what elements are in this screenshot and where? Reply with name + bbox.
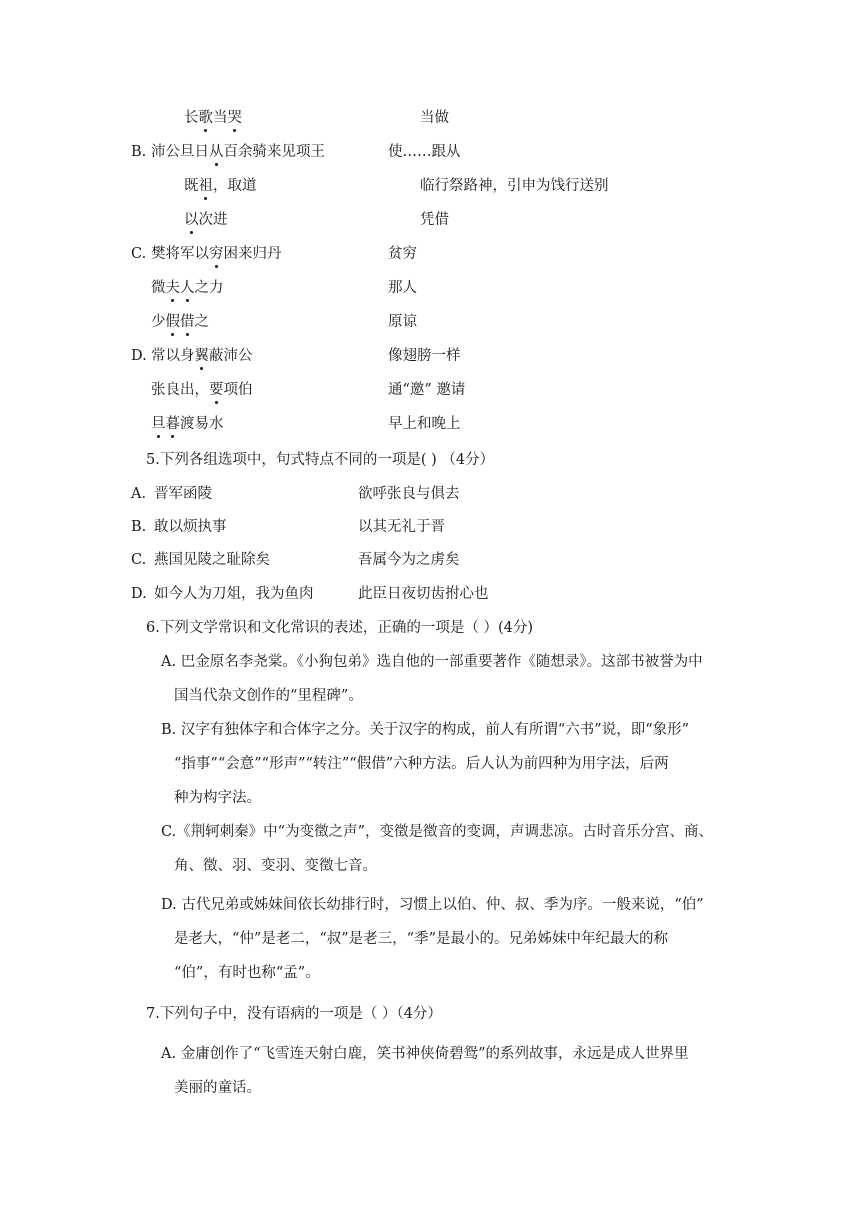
q5-option-b-sentence-1: 敢以烦执事 [154,519,227,535]
q6-option-d-line-3: “伯”，有时也称“孟”。 [174,965,320,981]
q5-option-c-sentence-1: 燕国见陵之耻除矣 [154,552,270,568]
q5-option-d-label: D. [131,586,147,602]
q4-row-10-phrase: 旦暮渡易水 [151,416,224,432]
q5-option-a-sentence-1: 晋军函陵 [154,486,212,502]
q5-option-d-sentence-2: 此臣日夜切齿拊心也 [358,586,489,602]
q4-row-3-gloss: 临行祭路神，引申为饯行送别 [420,178,609,194]
q4-row-2-gloss: 使……跟从 [388,144,461,160]
q4-row-10-gloss: 早上和晚上 [388,416,461,432]
q4-row-9-gloss: 通“邀” 邀请 [388,382,466,398]
q4-row-3-phrase: 既祖，取道 [184,178,257,194]
q4-row-5-gloss: 贫穷 [388,246,417,262]
q7-option-a-line-1: A. 金庸创作了“飞雪连天射白鹿，笑书神侠倚碧鸳”的系列故事，永远是成人世界里 [161,1046,689,1062]
q5-option-a-sentence-2: 欲呼张良与俱去 [358,486,460,502]
q4-row-9-phrase: 张良出，要项伯 [151,382,253,398]
q4-row-5-phrase: 樊将军以穷困来归丹 [151,246,282,262]
q6-option-a-line-1: A. 巴金原名李尧棠。《小狗包弟》选自他的一部重要著作《随想录》。这部书被誉为中 [161,654,703,670]
q4-option-b-label: B. [131,144,147,160]
q5-option-c-label: C. [131,552,147,568]
q6-option-c-line-1: C.《荆轲刺秦》中“为变徵之声”，变徵是徵音的变调，声调悲凉。古时音乐分宫、商、 [161,824,714,840]
q4-row-4-phrase: 以次进 [184,212,228,228]
q5-option-c-sentence-2: 吾属今为之虏矣 [358,552,460,568]
q4-row-1-gloss: 当做 [420,110,449,126]
q4-row-6-gloss: 那人 [388,280,417,296]
q4-row-2-phrase: 沛公旦日从百余骑来见项王 [151,144,325,160]
q6-option-d-line-2: 是老大，“仲”是老二，“叔”是老三，“季”是最小的。兄弟姊妹中年纪最大的称 [174,931,668,947]
q5-option-b-sentence-2: 以其无礼于晋 [358,519,445,535]
q6-option-b-line-3: 种为构字法。 [174,790,261,806]
q4-row-7-phrase: 少假借之 [151,314,209,330]
q6-stem: 6.下列文学常识和文化常识的表述，正确的一项是（ ）(4分) [146,620,533,636]
q4-row-7-gloss: 原谅 [388,314,417,330]
q4-row-4-gloss: 凭借 [420,212,449,228]
q6-option-d-line-1: D. 古代兄弟或姊妹间依长幼排行时，习惯上以伯、仲、叔、季为序。一般来说，“伯” [161,897,704,913]
q4-row-6-phrase: 微夫人之力 [151,280,224,296]
q6-option-a-line-2: 国当代杂文创作的“里程碑”。 [174,688,363,704]
q6-option-c-line-2: 角、徵、羽、变羽、变徵七音。 [174,858,377,874]
q6-option-b-line-1: B. 汉字有独体字和合体字之分。关于汉字的构成，前人有所谓“六书”说，即“象形” [161,722,690,738]
q4-row-1-phrase: 长歌当哭 [184,110,242,126]
q5-option-a-label: A. [131,486,147,502]
q4-row-8-gloss: 像翅膀一样 [388,348,461,364]
q6-option-b-line-2: “指事”“会意”“形声”“转注”“假借”六种方法。后人认为前四种为用字法，后两 [174,756,669,772]
q4-option-c-label: C. [131,246,147,262]
q5-option-b-label: B. [131,519,147,535]
q5-option-d-sentence-1: 如今人为刀俎，我为鱼肉 [154,586,314,602]
q7-option-a-line-2: 美丽的童话。 [174,1080,261,1096]
q4-row-8-phrase: 常以身翼蔽沛公 [151,348,253,364]
q4-option-d-label: D. [131,348,147,364]
q5-stem: 5.下列各组选项中，句式特点不同的一项是( ) （4分） [146,452,495,468]
q7-stem: 7.下列句子中，没有语病的一项是（ ）（4分） [146,1006,442,1022]
